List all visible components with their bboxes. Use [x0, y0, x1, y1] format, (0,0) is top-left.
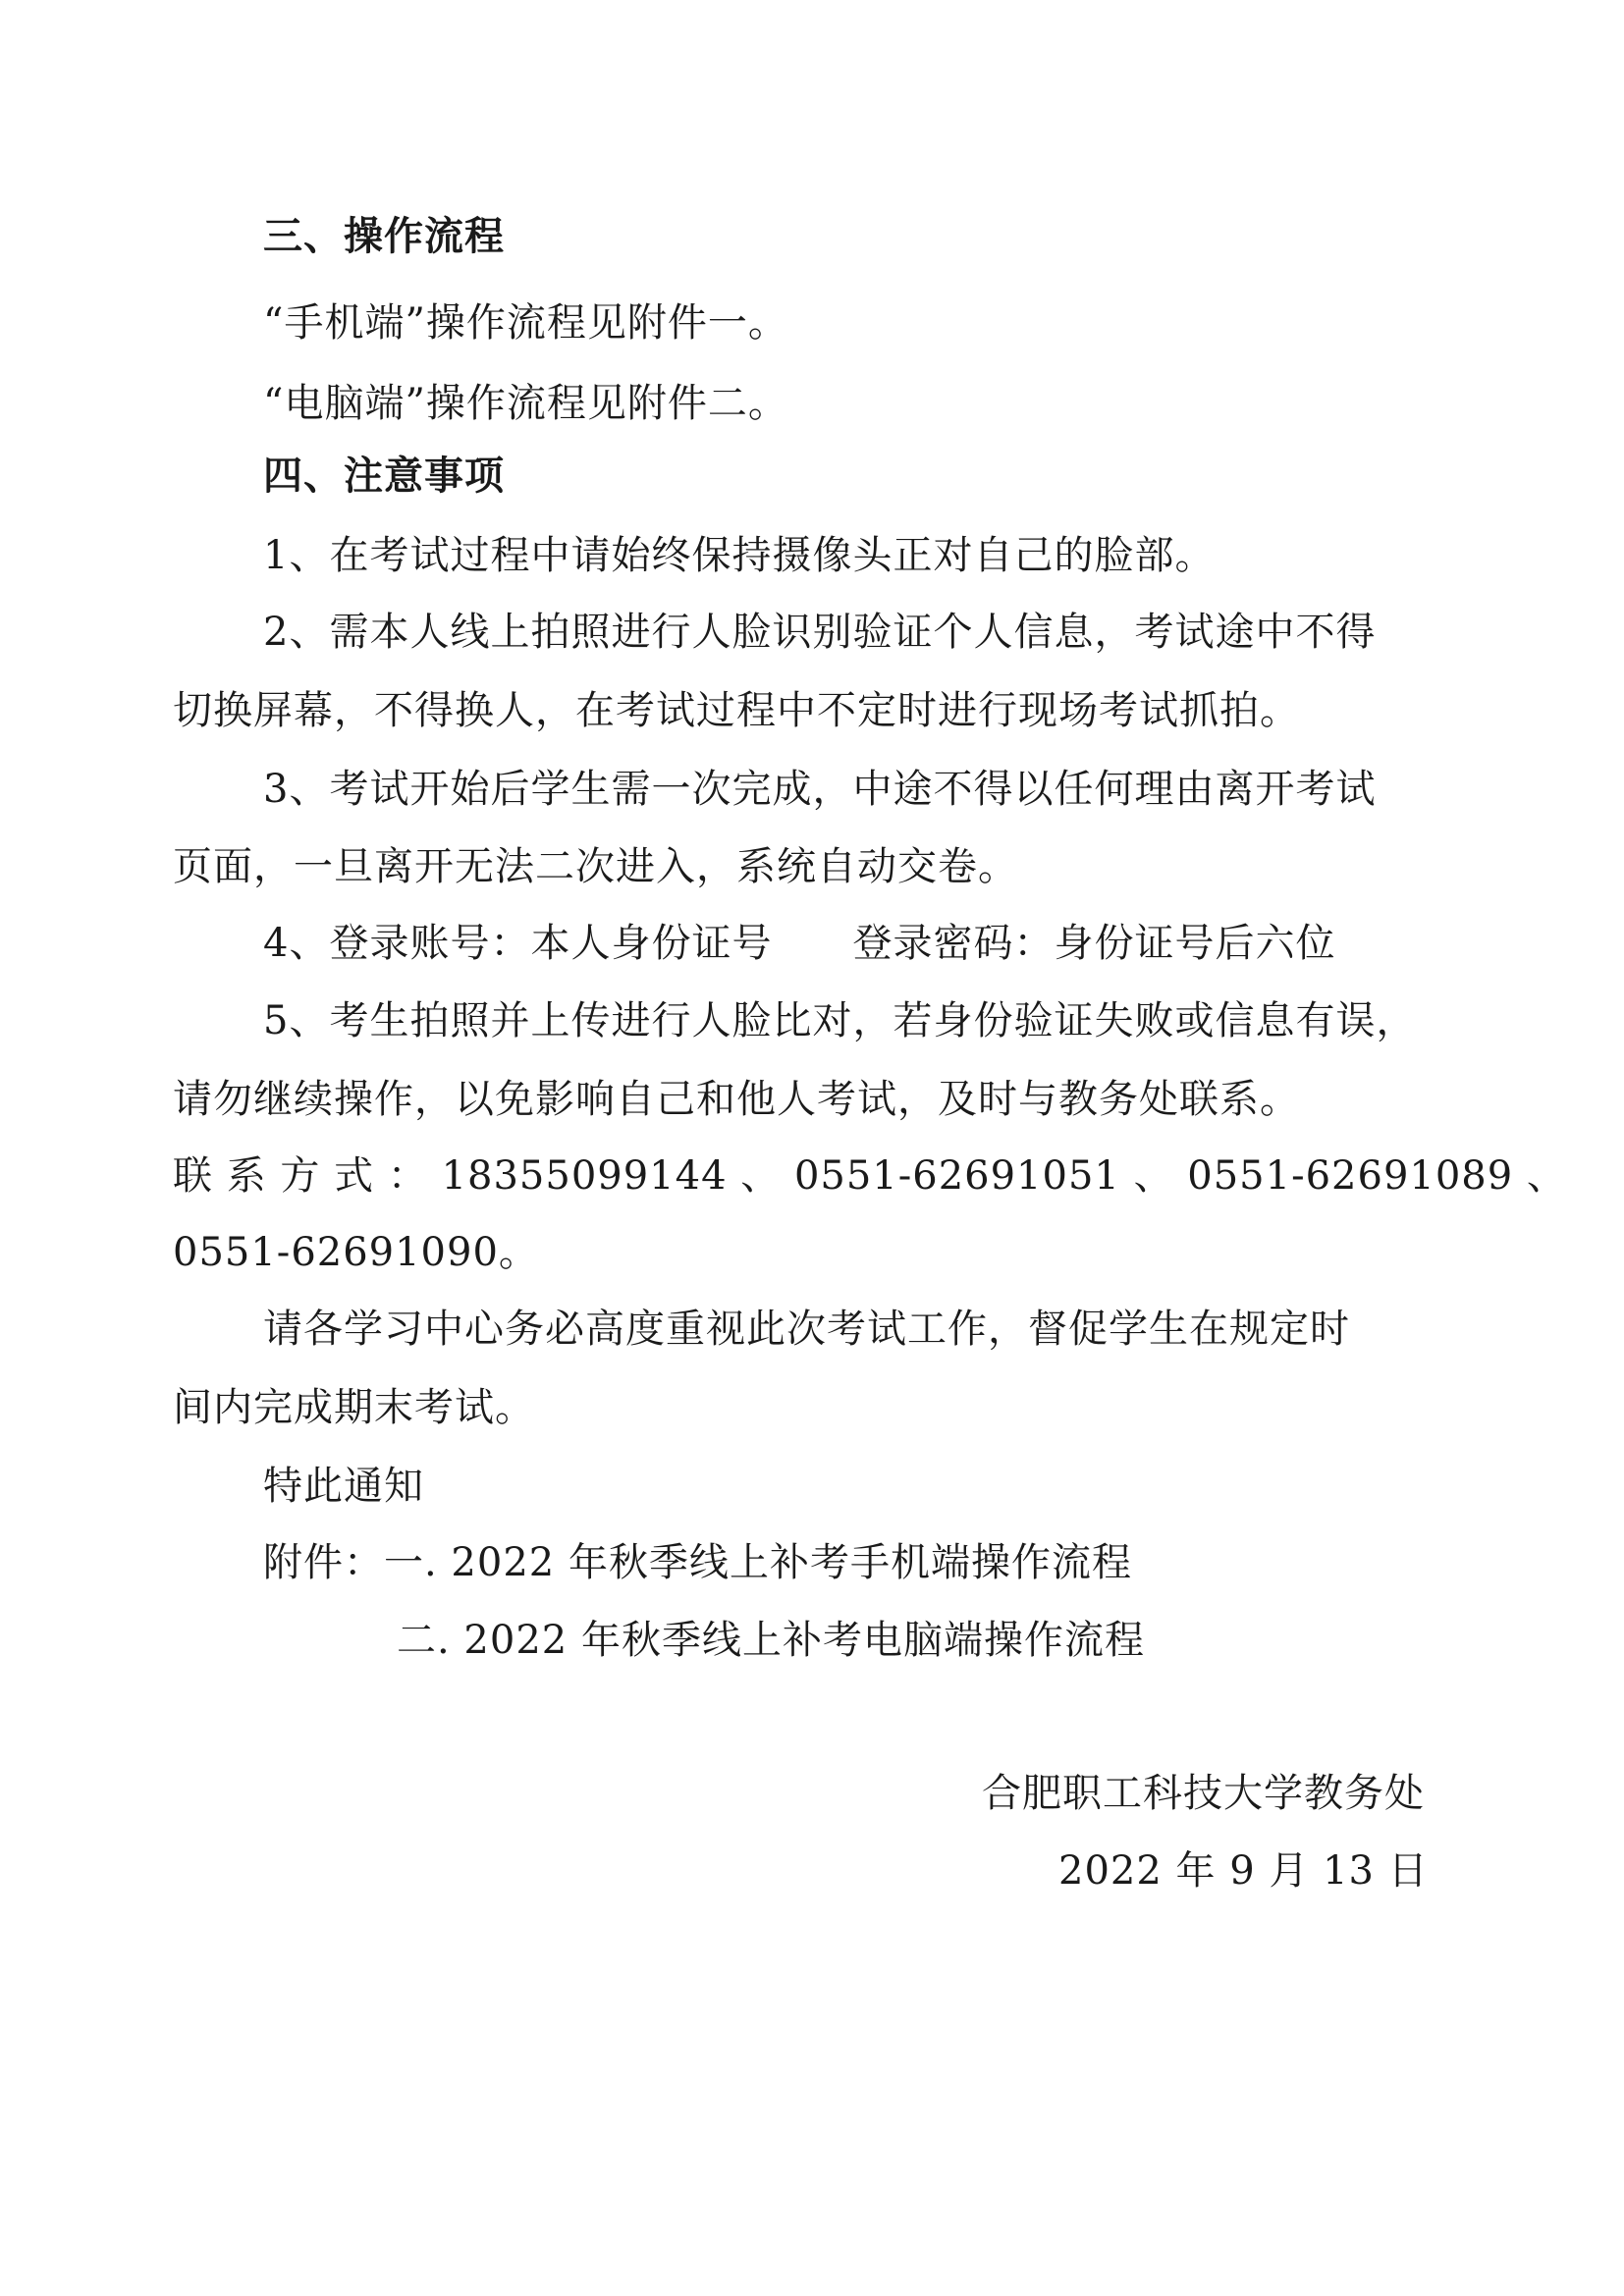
paragraph-line: 请各学习中心务必高度重视此次考试工作，督促学生在规定时: [263, 1307, 1350, 1352]
contact-line: 联 系 方 式 ： 18355099144 、 0551-62691051 、 0551-62691089 、: [173, 1153, 1567, 1199]
paragraph-line: “手机端”操作流程见附件一。: [263, 300, 788, 346]
paragraph-line: “电脑端”操作流程见附件二。: [263, 381, 788, 426]
paragraph-line: 1、在考试过程中请始终保持摄像头正对自己的脸部。: [263, 533, 1216, 578]
paragraph-line: 5、考生拍照并上传进行人脸比对，若身份验证失败或信息有误，: [263, 998, 1417, 1043]
signature-org: 合肥职工科技大学教务处: [982, 1771, 1425, 1816]
paragraph-line: 3、考试开始后学生需一次完成，中途不得以任何理由离开考试: [263, 767, 1377, 812]
section-heading-operation-flow: 三、操作流程: [263, 213, 505, 259]
paragraph-line: 2、需本人线上拍照进行人脸识别验证个人信息，考试途中不得: [263, 610, 1377, 655]
section-heading-notes: 四、注意事项: [263, 453, 505, 499]
notice-line: 特此通知: [263, 1464, 424, 1509]
paragraph-line: 间内完成期末考试。: [173, 1385, 535, 1430]
attachment-line: 二. 2022 年秋季线上补考电脑端操作流程: [397, 1618, 1145, 1663]
paragraph-line: 4、登录账号：本人身份证号 登录密码：身份证号后六位: [263, 921, 1336, 966]
paragraph-line: 页面，一旦离开无法二次进入，系统自动交卷。: [173, 844, 1018, 889]
signature-date: 2022 年 9 月 13 日: [1058, 1848, 1429, 1894]
contact-line: 0551-62691090。: [173, 1230, 539, 1275]
paragraph-line: 请勿继续操作，以免影响自己和他人考试，及时与教务处联系。: [173, 1077, 1300, 1122]
attachment-line: 附件：一. 2022 年秋季线上补考手机端操作流程: [263, 1540, 1132, 1585]
paragraph-line: 切换屏幕，不得换人，在考试过程中不定时进行现场考试抓拍。: [173, 688, 1300, 733]
